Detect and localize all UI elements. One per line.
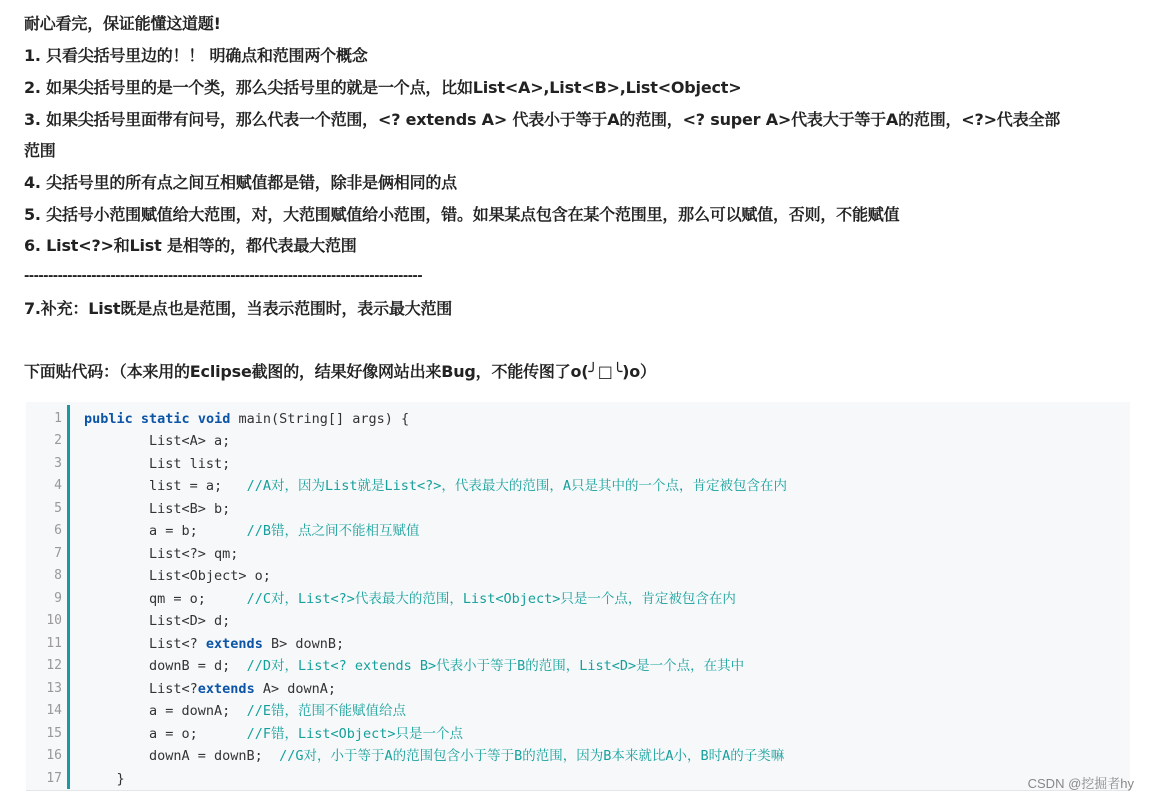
paragraph-3: 3. 如果尖括号里面带有问号，那么代表一个范围，<? extends A> 代表小于等于A的范围，<? super A>代表大于等于A的范围，<?>代表全部: [24, 110, 1060, 129]
line-number: 12: [46, 658, 62, 674]
line-number: 8: [54, 568, 62, 584]
line-number: 16: [46, 748, 62, 764]
code-line-8: List<Object> o;: [84, 568, 271, 585]
code-comment: //F错，List<Object>只是一个点: [246, 725, 463, 742]
paragraph-3-cont: 范围: [24, 141, 56, 160]
code-text: a = downA;: [84, 703, 247, 720]
code-line-15: [84, 723, 787, 745]
keyword: extends: [205, 635, 263, 652]
code-line-17: }: [84, 770, 125, 787]
line-number: 1: [54, 411, 62, 426]
code-line-14: [84, 700, 787, 722]
keyword: extends: [197, 680, 255, 697]
code-line-12: [84, 655, 787, 677]
paragraph-4: 4. 尖括号里的所有点之间互相赋值都是错，除非是俩相同的点: [24, 173, 457, 192]
line-number: 11: [46, 635, 62, 651]
line-number: 9: [54, 590, 62, 606]
article-title: 耐心看完，保证能懂这道题!: [24, 14, 221, 33]
code-text: A> downA;: [254, 680, 336, 697]
divider-line: -----------------------------------------------------------------------------------: [24, 269, 423, 284]
keyword: public: [84, 411, 133, 427]
code-comment: //E错，范围不能赋值给点: [246, 703, 406, 720]
line-number: 5: [54, 500, 62, 516]
paragraph-5: 5. 尖括号小范围赋值给大范围，对，大范围赋值给小范围，错。如果某点包含在某个范围里，那么可以赋值，否则，不能赋值: [24, 205, 900, 224]
code-text: downB = d;: [84, 658, 247, 675]
paragraph-2: 2. 如果尖括号里的是一个类，那么尖括号里的就是一个点，比如List<A>,List<B>,List<Object>: [24, 78, 742, 97]
code-line-2: List<A> a;: [84, 433, 231, 450]
code-text: B> downB;: [262, 635, 345, 652]
code-text: a = b;: [84, 523, 247, 540]
line-number-gutter: [26, 408, 62, 790]
code-line-11: [84, 633, 787, 655]
code-block: [26, 402, 1130, 791]
code-line-16: [84, 745, 787, 767]
code-text: List<?: [84, 635, 206, 652]
line-number: 3: [54, 455, 62, 471]
code-accent-bar: [67, 405, 70, 789]
code-comment: //B错，点之间不能相互赋值: [246, 523, 420, 540]
code-line-3: List list;: [84, 455, 231, 472]
code-line-9: [84, 588, 787, 610]
line-number: 15: [46, 725, 62, 741]
code-text: qm = o;: [84, 590, 247, 607]
code-intro: 下面贴代码：（本来用的Eclipse截图的，结果好像网站出来Bug，不能传图了o(╯□╰)o）: [24, 362, 656, 381]
code-line-10: List<D> d;: [84, 613, 231, 630]
code-text: List<?: [84, 680, 198, 697]
line-number: 17: [46, 770, 62, 786]
code-line-13: [84, 678, 787, 700]
code-line-7: List<?> qm;: [84, 545, 239, 562]
keyword: void: [197, 411, 231, 427]
code-text: main(String[] args) {: [230, 411, 410, 427]
code-text: list = a;: [84, 478, 247, 495]
line-number: 2: [54, 433, 62, 449]
code-text: a = o;: [84, 725, 247, 742]
code-comment: //A对，因为List就是List<?>，代表最大的范围，A只是其中的一个点，肯定被包含在内: [246, 478, 787, 495]
code-comment: //C对，List<?>代表最大的范围，List<Object>只是一个点，肯定被包含在内: [246, 590, 736, 607]
code-text: downA = downB;: [84, 748, 280, 765]
line-number: 10: [46, 613, 62, 629]
keyword: static: [140, 411, 190, 427]
code-lines: [84, 408, 787, 790]
line-number: 7: [54, 545, 62, 561]
line-number: 13: [46, 680, 62, 696]
paragraph-6: 6. List<?>和List 是相等的，都代表最大范围: [24, 236, 357, 255]
code-line-1: [84, 408, 787, 430]
line-number: 4: [54, 478, 62, 494]
line-number: 14: [46, 703, 62, 719]
code-line-5: List<B> b;: [84, 500, 231, 517]
paragraph-7: 7.补充：List既是点也是范围，当表示范围时，表示最大范围: [24, 299, 453, 318]
code-line-4: [84, 475, 787, 497]
line-number: 6: [54, 523, 62, 539]
code-comment: //G对，小于等于A的范围包含小于等于B的范围，因为B本来就比A小，B时A的子类嘛: [279, 748, 785, 765]
code-comment: //D对，List<? extends B>代表小于等于B的范围，List<D>是一个点，在其中: [246, 658, 745, 675]
code-line-6: [84, 520, 787, 542]
paragraph-1: 1. 只看尖括号里边的！！ 明确点和范围两个概念: [24, 46, 368, 65]
csdn-watermark: CSDN @挖掘者hy: [1027, 776, 1134, 791]
